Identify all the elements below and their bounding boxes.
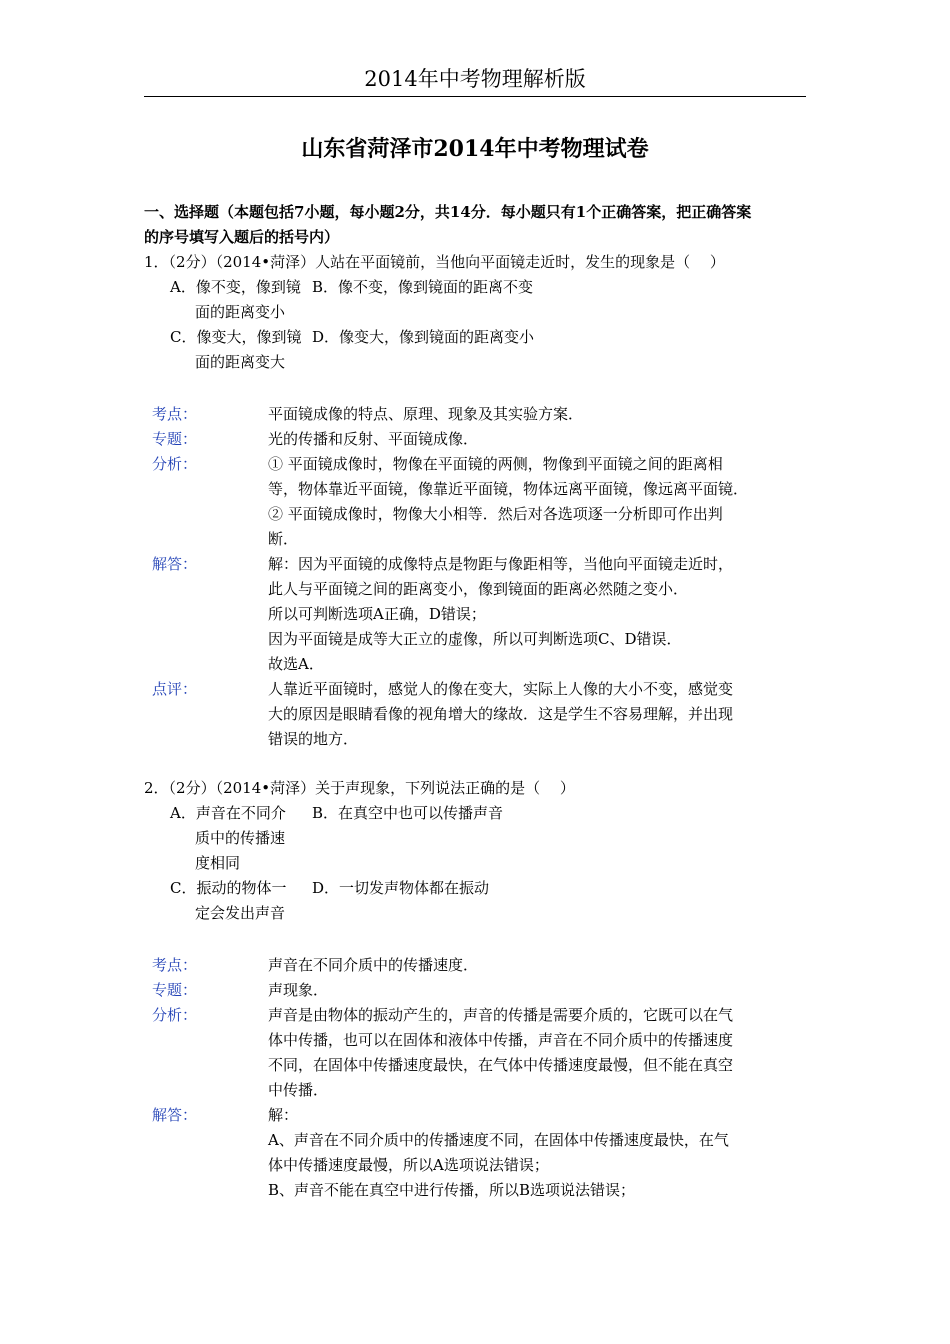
kaodian-text: 平面镜成像的特点、原理、现象及其实验方案． xyxy=(268,405,584,423)
jieda-line: 解： xyxy=(268,1106,299,1124)
page-header: 2014年中考物理解析版 xyxy=(144,64,806,97)
fenxi-line: 声音是由物体的振动产生的，声音的传播是需要介质的，它既可以在气 xyxy=(268,1006,734,1024)
q1-option-c xyxy=(170,325,301,375)
option-text: A．像不变，像到镜 xyxy=(170,278,301,296)
dianping-line: 人靠近平面镜时，感觉人的像在变大，实际上人像的大小不变，感觉变 xyxy=(268,680,734,698)
question-2-stem: 2．（2分）（2014•菏泽）关于声现象，下列说法正确的是（ ） xyxy=(144,779,575,797)
jieda-line: 所以可判断选项A正确，D错误； xyxy=(268,605,486,623)
q2-label-jieda: 解答： xyxy=(152,1106,198,1124)
q2-kaodian xyxy=(268,953,780,978)
q1-jieda xyxy=(268,552,780,677)
q1-label-jieda: 解答： xyxy=(152,555,198,573)
q2-label-fenxi: 分析： xyxy=(152,1006,198,1024)
fenxi-line: 中传播． xyxy=(268,1081,329,1099)
q2-zhuanti xyxy=(268,978,780,1003)
option-text: C．像变大，像到镜 xyxy=(170,328,302,346)
option-text: A．声音在不同介 xyxy=(170,804,286,822)
jieda-line: 体中传播速度最慢，所以A选项说法错误； xyxy=(268,1156,549,1174)
option-text: B．像不变，像到镜面的距离不变 xyxy=(312,278,534,296)
q1-option-a xyxy=(170,275,301,325)
jieda-line: 因为平面镜是成等大正立的虚像，所以可判断选项C、D错误． xyxy=(268,630,682,648)
q1-label-zhuanti: 专题： xyxy=(152,430,198,448)
fenxi-line: 断． xyxy=(268,530,299,548)
q2-jieda xyxy=(268,1103,780,1203)
zhuanti-text: 光的传播和反射、平面镜成像． xyxy=(268,430,479,448)
q2-label-kaodian: 考点： xyxy=(152,956,198,974)
dianping-line: 错误的地方． xyxy=(268,730,359,748)
q1-label-dianping: 点评： xyxy=(152,680,198,698)
dianping-line: 大的原因是眼睛看像的视角增大的缘故．这是学生不容易理解，并出现 xyxy=(268,705,734,723)
option-text-cont: 度相同 xyxy=(195,854,241,872)
fenxi-line: ② 平面镜成像时，物像大小相等．然后对各选项逐一分析即可作出判 xyxy=(268,505,723,523)
q2-option-b xyxy=(312,801,503,826)
q2-option-d xyxy=(312,876,489,901)
q1-option-d xyxy=(312,325,534,350)
q1-label-fenxi: 分析： xyxy=(152,455,198,473)
q2-option-c xyxy=(170,876,286,926)
option-text-cont: 定会发出声音 xyxy=(195,904,286,922)
fenxi-line: ① 平面镜成像时，物像在平面镜的两侧，物像到平面镜之间的距离相 xyxy=(268,455,723,473)
fenxi-line: 不同，在固体中传播速度最快，在气体中传播速度最慢，但不能在真空 xyxy=(268,1056,734,1074)
jieda-line: B、声音不能在真空中进行传播，所以B选项说法错误； xyxy=(268,1181,636,1199)
fenxi-line: 体中传播，也可以在固体和液体中传播，声音在不同介质中的传播速度 xyxy=(268,1031,734,1049)
q1-dianping xyxy=(268,677,780,752)
section-heading-line: 一、选择题（本题包括7小题，每小题2分，共14分．每小题只有1个正确答案，把正确答案 xyxy=(144,203,752,221)
q2-label-zhuanti: 专题： xyxy=(152,981,198,999)
option-text-cont: 质中的传播速 xyxy=(195,829,286,847)
jieda-line: A、声音在不同介质中的传播速度不同，在固体中传播速度最快，在气 xyxy=(268,1131,729,1149)
jieda-line: 解：因为平面镜的成像特点是物距与像距相等，当他向平面镜走近时， xyxy=(268,555,734,573)
jieda-line: 此人与平面镜之间的距离变小，像到镜面的距离必然随之变小． xyxy=(268,580,689,598)
option-text-cont: 面的距离变大 xyxy=(195,353,286,371)
q1-kaodian xyxy=(268,402,780,427)
q2-option-a xyxy=(170,801,286,876)
option-text: B．在真空中也可以传播声音 xyxy=(312,804,504,822)
q1-option-b xyxy=(312,275,533,300)
q1-zhuanti xyxy=(268,427,780,452)
fenxi-line: 等，物体靠近平面镜，像靠近平面镜，物体远离平面镜，像远离平面镜． xyxy=(268,480,749,498)
option-text-cont: 面的距离变小 xyxy=(195,303,286,321)
zhuanti-text: 声现象． xyxy=(268,981,329,999)
option-text: D．一切发声物体都在振动 xyxy=(312,879,490,897)
question-1-stem: 1．（2分）（2014•菏泽）人站在平面镜前，当他向平面镜走近时，发生的现象是（ ） xyxy=(144,253,725,271)
option-text: C．振动的物体一 xyxy=(170,879,287,897)
option-text: D．像变大，像到镜面的距离变小 xyxy=(312,328,535,346)
q2-fenxi xyxy=(268,1003,780,1103)
section-heading-line: 的序号填写入题后的括号内） xyxy=(144,228,340,246)
jieda-line: 故选A． xyxy=(268,655,324,673)
kaodian-text: 声音在不同介质中的传播速度． xyxy=(268,956,479,974)
q1-fenxi xyxy=(268,452,780,552)
q1-label-kaodian: 考点： xyxy=(152,405,198,423)
section-heading xyxy=(144,200,812,250)
document-title: 山东省菏泽市2014年中考物理试卷 xyxy=(301,136,649,162)
